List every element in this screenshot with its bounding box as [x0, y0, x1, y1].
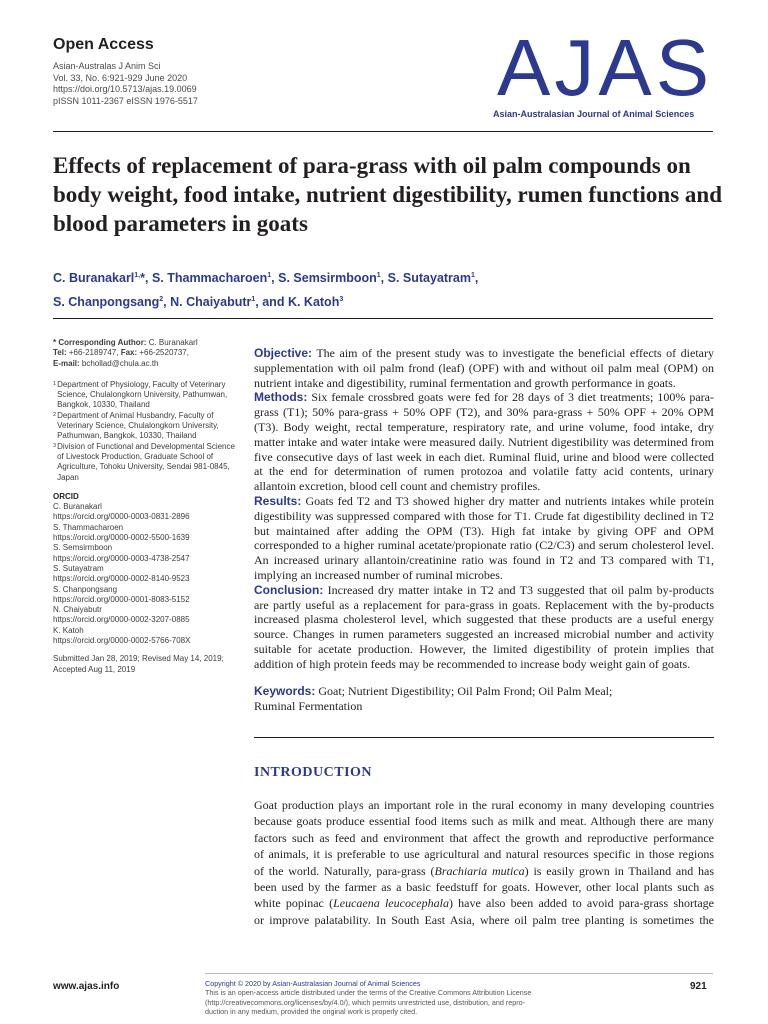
affiliation-sup: 2	[53, 411, 57, 418]
author-affiliation-sup: 1,	[134, 272, 141, 279]
orcid-author-name: S. Sutayatram	[53, 563, 104, 573]
journal-website-link[interactable]: www.ajas.info	[53, 981, 120, 992]
orcid-author-name: N. Chaiyabutr	[53, 605, 102, 615]
author-name[interactable]: N. Chaiyabutr	[170, 295, 252, 310]
author-affiliation-sup: 1	[376, 272, 381, 279]
author-affiliation-sup: 2	[159, 296, 164, 304]
corresponding-author-name: C. Buranakarl	[148, 338, 198, 347]
affiliation-sup: 3	[53, 442, 57, 449]
author-affiliation-sup: 3	[339, 296, 344, 304]
email-label: E-mail:	[53, 358, 80, 368]
journal-logo-subtitle: Asian-Australasian Journal of Animal Sciences	[493, 109, 695, 119]
intro-line: factors such as feed and environment that affect the growth and reproductive performance	[254, 830, 714, 845]
intro-line: of animals, it is preferable to use agricultural and natural resources specific in those regions	[254, 847, 714, 862]
affiliation-item	[53, 411, 238, 442]
author-name[interactable]: S. Thammacharoen	[151, 271, 268, 286]
orcid-link[interactable]: https://orcid.org/0000-0001-8083-5152	[53, 594, 190, 604]
orcid-link[interactable]: https://orcid.org/0000-0002-5500-1639	[53, 533, 190, 543]
footer-divider	[205, 973, 713, 974]
license-line: duction in any medium, provided the original work is properly cited.	[205, 1006, 418, 1016]
intro-line: white popinac (Leucaena leucocephala) have also been added to avoid para-grass shortage	[254, 896, 714, 911]
orcid-link[interactable]: https://orcid.org/0000-0002-8140-9523	[53, 574, 190, 584]
keywords-label: Keywords:	[254, 684, 316, 698]
affiliation-sup: 1	[53, 380, 57, 387]
affiliation-text: Department of Animal Husbandry, Faculty of Veterinary Science, Chulalongkorn University, Pathumwan, Bangkok, 10330, Thailand	[57, 410, 219, 441]
keywords-text-2: Ruminal Fermentation	[254, 699, 363, 713]
orcid-author-name: C. Buranakarl	[53, 502, 102, 512]
orcid-link[interactable]: https://orcid.org/0000-0002-5766-708X	[53, 636, 191, 646]
abstract	[254, 346, 714, 672]
accepted-date-line: Accepted Aug 11, 2019	[53, 664, 136, 674]
orcid-link[interactable]: https://orcid.org/0000-0003-0831-2896	[53, 512, 190, 522]
header-divider	[53, 131, 713, 132]
keywords-text: Goat; Nutrient Digestibility; Oil Palm Frond; Oil Palm Meal;	[315, 684, 613, 698]
results-label: Results:	[254, 493, 302, 508]
objective-text: The aim of the present study was to investigate the beneficial effects of dietary supplementation with oil palm frond (leaf) (OPF) with and without oil palm meal (OPM) on nutrient intake and digestibility, ruminal fermentation and growth performance in goats.	[254, 346, 714, 390]
author-name[interactable]: K. Katoh	[287, 295, 340, 310]
author-affiliation-sup: 1	[267, 272, 272, 279]
sidebar-column	[53, 338, 238, 675]
author-separator: ,	[380, 271, 388, 286]
license-line: This is an open-access article distributed under the terms of the Creative Commons Attribution License	[205, 988, 532, 998]
author-separator: , and	[255, 295, 288, 310]
affiliation-item	[53, 380, 238, 411]
abstract-conclusion	[254, 583, 714, 672]
journal-volume: Vol. 33, No. 6:921-929 June 2020	[53, 72, 188, 83]
orcid-author-name: S. Chanpongsang	[53, 584, 118, 594]
doi-link[interactable]: https://doi.org/10.5713/ajas.19.0069	[53, 84, 197, 94]
affiliations	[53, 380, 238, 483]
orcid-author-name: K. Katoh	[53, 625, 84, 635]
copyright-notice	[205, 979, 565, 1016]
intro-line: of the world. Naturally, para-grass (Brachiaria mutica) is easily grown in Thailand and has	[254, 863, 715, 878]
submission-dates	[53, 654, 238, 675]
corresponding-author	[53, 338, 238, 369]
keywords	[254, 684, 714, 714]
conclusion-label: Conclusion:	[254, 582, 324, 597]
article-title: Effects of replacement of para-grass with oil palm compounds on body weight, food intake, nutrient digestibility, rumen functions and blood parameters in goats	[53, 153, 723, 236]
orcid-block	[53, 492, 238, 646]
journal-short-name: Asian-Australas J Anim Sci	[53, 61, 161, 71]
author-affiliation-sup: 1	[471, 272, 475, 279]
corresponding-author-label: * Corresponding Author:	[53, 338, 149, 347]
species-name: Brachiaria mutica	[434, 863, 525, 878]
abstract-results	[254, 494, 714, 583]
results-text: Goats fed T2 and T3 showed higher dry matter and nutrients intakes while protein digestibility was suppressed compared with those for T1. Crude fat digestibility declined in T2 but maintained after adding the OPM (T3). High fat intake by giving OPF and OPM corresponded to a higher ruminal acetate/propionate ratio (C2/C3) and serum cholesterol level. An increased urinary allantoin/creatinine ratio was found in T2 and T3 compared with T1, implying an increased number of ruminal microbes.	[254, 493, 714, 582]
introduction-heading: INTRODUCTION	[254, 765, 373, 780]
copyright-line: Copyright © 2020 by Asian-Australasian Journal of Animal Sciences	[205, 979, 421, 988]
author-separator: *,	[140, 271, 152, 286]
tel-value: +66-2189747,	[66, 348, 121, 358]
methods-label: Methods:	[254, 390, 308, 405]
objective-label: Objective:	[254, 346, 313, 360]
author-name[interactable]: S. Chanpongsang	[53, 295, 160, 310]
introduction-text	[254, 797, 714, 928]
issn: pISSN 1011-2367 eISSN 1976-5517	[53, 95, 198, 106]
methods-text: Six female crossbred goats were fed for 28 days of 3 diet treatments; 100% para-grass (T1); 50% para-grass + 50% OPF (T2), and 30% para-grass + 50% OPF + 20% OPM (T3). Body weight, rectal temperature, respiratory rate, and urine volume, food intake, dry matter intake and water intake were measured daily. Nutrient digestibility was determined from five consecutive days of last week in each diet. Ruminal fluid, urine and blood were collected at the end for determination of rumen protozoa and volatile fatty acid contents, urinary allantoin excretion, blood cell count and chemistry profiles.	[254, 390, 714, 494]
abstract-objective	[254, 346, 714, 390]
introduction-divider	[254, 737, 714, 738]
author-separator: ,	[271, 271, 279, 286]
authors-divider	[53, 318, 713, 319]
journal-meta	[53, 61, 198, 107]
orcid-link[interactable]: https://orcid.org/0000-0003-4738-2547	[53, 553, 190, 563]
author-separator: ,	[474, 271, 479, 286]
affiliation-item	[53, 442, 238, 483]
email-link[interactable]: bchollad@chula.ac.th	[79, 358, 159, 368]
author-name[interactable]: C. Buranakarl	[53, 271, 135, 286]
abstract-methods	[254, 390, 714, 494]
journal-logo: AJAS	[497, 23, 714, 112]
author-name[interactable]: S. Sutayatram	[387, 271, 471, 286]
conclusion-text: Increased dry matter intake in T2 and T3 suggested that oil palm by-products are partly useful as a replacement for para-grass in goats. Replacement with the by-products increased plasma cholesterol level, which suggested that these products are a useful energy source. Changes in rumen parameters suggested an increased microbial number and activity suitable for acetate production. However, the limited digestibility of protein implies that addition of high protein feeds may be recommended to increase body weight gain of goats.	[254, 582, 714, 671]
submission-dates-line: Submitted Jan 28, 2019; Revised May 14, 2019;	[53, 654, 224, 664]
author-separator: ,	[163, 295, 171, 310]
intro-line: because goats produce essential food items such as milk and meat. Although there are many	[254, 814, 714, 829]
tel-label: Tel:	[53, 348, 67, 358]
author-list	[53, 265, 713, 313]
intro-line: Goat production plays an important role in the rural economy in many developing countries	[254, 798, 714, 812]
orcid-link[interactable]: https://orcid.org/0000-0002-3207-0885	[53, 615, 190, 625]
species-name: Leucaena leucocephala	[333, 896, 449, 911]
author-name[interactable]: S. Semsirmboon	[278, 271, 377, 286]
author-affiliation-sup: 1	[251, 296, 256, 304]
author-line-2	[53, 289, 713, 313]
author-line-1	[53, 265, 713, 289]
affiliation-text: Department of Physiology, Faculty of Veterinary Science, Chulalongkorn University, Pathumwan, Bangkok, 10330, Thailand	[57, 379, 228, 410]
orcid-author-name: S. Semsirmboon	[53, 543, 113, 553]
fax-value: +66-2520737,	[137, 348, 189, 358]
license-line: (http://creativecommons.org/licenses/by/4.0/), which permits unrestricted use, distribution, and repro-	[205, 997, 525, 1007]
affiliation-text: Division of Functional and Developmental Science of Livestock Production, Graduate School of Agriculture, Tohoku University, Sendai 981-0845, Japan	[57, 441, 235, 482]
intro-line: been used by the farmer as a basic feedstuff for goats. However, other local plants such as	[254, 880, 714, 895]
fax-label: Fax:	[120, 348, 138, 358]
page-number: 921	[690, 981, 707, 992]
orcid-author-name: S. Thammacharoen	[53, 522, 124, 532]
orcid-heading: ORCID	[53, 491, 79, 501]
intro-line: or improve palatability. In South East Asia, where oil palm tree planting is sometimes the	[254, 912, 714, 927]
open-access-label: Open Access	[53, 36, 154, 53]
